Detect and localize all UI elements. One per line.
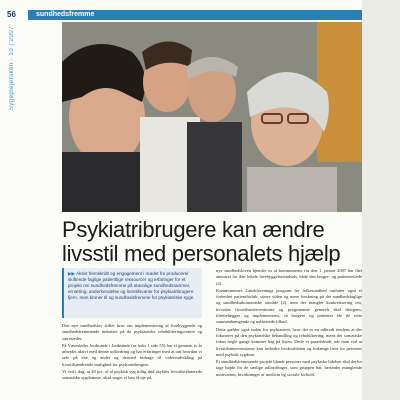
photo-illustration bbox=[62, 22, 362, 212]
headline bbox=[62, 218, 362, 266]
person-3-coat bbox=[187, 122, 242, 212]
lead-box bbox=[62, 268, 202, 318]
side-strip bbox=[0, 0, 28, 400]
side-vertical-text: Sygeplejersken · 10 | 2007 bbox=[9, 26, 15, 111]
text-column-left bbox=[62, 323, 202, 395]
paragraph: Vi ved i dag, at 40 pct. af al psykisk syg tidlig død skyldes livsstilsrelaterede somatiske sygdomme, altså noget vi kan få øje på. bbox=[62, 369, 202, 381]
page-edge bbox=[362, 0, 400, 400]
headline-line-1: Psykiatribrugere kan ændre bbox=[62, 217, 325, 242]
text-column-right bbox=[216, 268, 362, 395]
lead-arrow-icon: ▶▶ bbox=[68, 271, 76, 276]
headline-line-2: livsstil med personalets hjælp bbox=[62, 241, 341, 266]
person-right-shirt bbox=[247, 167, 337, 212]
paragraph: Den nye sundhedslov stiller krav om implementering af forebyggende og sundhedsfremmende indsatser på de psykiatriske rehabiliteringscentre og væresteder. bbox=[62, 323, 202, 341]
paragraph: På Væresteder Jordmindr i Jordmindr (se boks 1 side 55) har vi gennem to år arbejdet aktivt med denne udfordring og har erfaringer med at om hvordan vi selv på ene og andet og dermed bidrage til videreudvikling på livsstilsændrende mulighed for psykiatribrugere. bbox=[62, 342, 202, 367]
page-number: 56 bbox=[7, 10, 16, 19]
paragraph: nye sundhedsloven hjemler os at kommunerne fra den 1. januar 2007 har fået ansvaret for den lokale forebyggelsesindsats, både den borger- og patientrettede (2). bbox=[216, 268, 362, 286]
section-label: sundhedsfremme bbox=[36, 11, 95, 18]
paragraph: Kommunernes Landsforenings program for folkesundhed omfatter også et forbedret patientforløb, større viden og mere forskning på det sundhedsfaglige og sundhedsøkonomiske område (2), men der mangler konkretisering om, hvordan livsstilsinterventioner og programmer generelt skal designes, tilrettelægges og implementeres, så borgere og patienter får de rette sammenhængende og målrettede tilbud. bbox=[216, 287, 362, 325]
lead-text: Aktivt fremskridt og engagement i mødet fra producere/ skiftende faglige patientlige ressourcer og erfaringer for et projekt om sundhedsfremme på staoolige sundhedsrammer, ernæring, anderkendelse og livsstilsvaner for psykiatribrugere fjern, men kroner til og sundhedsfremme for psykiatriske syge. bbox=[68, 271, 195, 300]
section-bar bbox=[28, 10, 368, 20]
paragraph: Dette gælder også inden for psykiatrien, hvor det er en udbredt tendens at der fokuseres på den psykiatriske behandling og rehabilitering, mens det somatiske fokus nogle gange kommer bag på listen. Dette er paradoksalt, når man ved at livsstilsinterventioner kan forbedre livskvaliteten og forlænge livet for personer med psykisk sygdom. bbox=[216, 326, 362, 357]
group-photo bbox=[62, 22, 362, 212]
paragraph: Et sundhedsfremmende projekt blandt personer med psykiske lidelser skal derfor tage højde for de særlige udfordringer, som gruppen har, herunder manglende motivation, bivirkninger af medicin og sociale forhold. bbox=[216, 359, 362, 377]
